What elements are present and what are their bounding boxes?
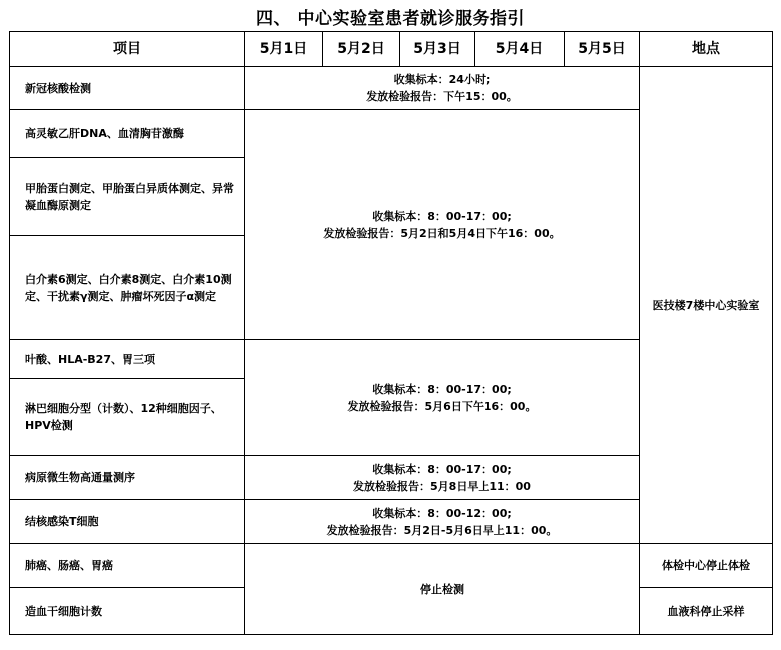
schedule-cell [245, 340, 640, 456]
location-cell [640, 67, 773, 544]
location-text: 医技楼7楼中心实验室 [652, 298, 760, 312]
collect-time: 收集标本：8：00-12：00; [372, 506, 512, 520]
header-date-may1: 5月1日 [245, 32, 323, 67]
schedule-cell [245, 110, 640, 340]
header-project: 项目 [10, 32, 245, 67]
report-time: 发放检验报告：5月2日-5月6日早上11：00。 [326, 523, 558, 537]
project-cell: 肺癌、肠癌、胃癌 [10, 544, 245, 588]
location-cell: 体检中心停止体检 [640, 544, 773, 588]
project-cell: 病原微生物高通量测序 [10, 456, 245, 500]
project-cell: 叶酸、HLA-B27、胃三项 [10, 340, 245, 379]
header-date-may5: 5月5日 [565, 32, 640, 67]
collect-time: 收集标本：8：00-17：00; [372, 462, 512, 476]
report-time: 发放检验报告：5月2日和5月4日下午16：00。 [323, 226, 561, 240]
schedule-cell [245, 500, 640, 544]
project-cell: 新冠核酸检测 [10, 67, 245, 110]
header-date-may2: 5月2日 [323, 32, 400, 67]
schedule-cell [245, 544, 640, 635]
collect-time: 收集标本：24小时; [393, 73, 491, 86]
project-cell: 造血干细胞计数 [10, 588, 245, 635]
page-title: 四、 中心实验室患者就诊服务指引 [256, 9, 525, 29]
location-cell: 血液科停止采样 [640, 588, 773, 635]
schedule-table [9, 31, 773, 635]
report-time: 发放检验报告：5月8日早上11：00 [353, 479, 531, 493]
header-row [10, 32, 773, 67]
project-cell: 白介素6测定、白介素8测定、白介素10测定、干扰素γ测定、肿瘤坏死因子α测定 [10, 236, 245, 340]
stop-testing-text: 停止检测 [420, 582, 464, 596]
project-cell: 高灵敏乙肝DNA、血清胸苷激酶 [10, 110, 245, 158]
report-time: 发放检验报告：5月6日下午16：00。 [347, 399, 537, 413]
schedule-cell [245, 456, 640, 500]
project-cell: 甲胎蛋白测定、甲胎蛋白异质体测定、异常凝血酶原测定 [10, 158, 245, 236]
project-cell: 结核感染T细胞 [10, 500, 245, 544]
schedule-cell [245, 67, 640, 110]
header-date-may3: 5月3日 [400, 32, 475, 67]
table-row [10, 544, 773, 588]
header-date-may4: 5月4日 [475, 32, 565, 67]
header-location: 地点 [640, 32, 773, 67]
table-row [10, 67, 773, 110]
collect-time: 收集标本：8：00-17：00; [372, 209, 512, 223]
project-cell: 淋巴细胞分型（计数）、12种细胞因子、HPV检测 [10, 379, 245, 456]
report-time: 发放检验报告：下午15：00。 [366, 90, 518, 103]
collect-time: 收集标本：8：00-17：00; [372, 382, 512, 396]
